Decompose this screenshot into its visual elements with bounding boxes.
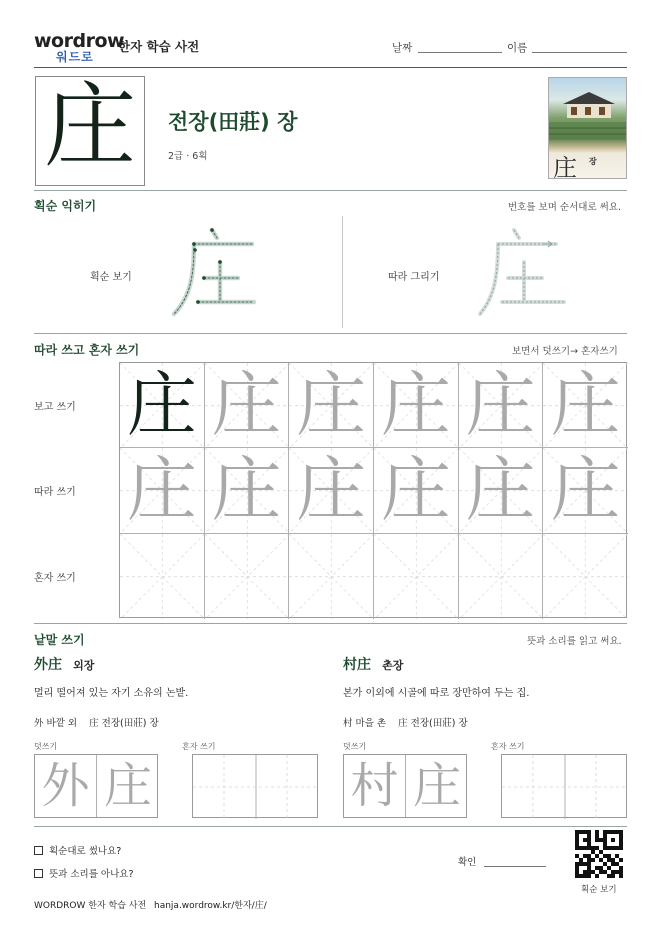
word-trace-box[interactable]: [343, 754, 467, 818]
confirm-label: 확인: [458, 857, 477, 868]
practice-cell[interactable]: [205, 363, 290, 448]
word-definition: 멀리 떨어져 있는 자기 소유의 논밭.: [34, 688, 189, 699]
checklist-label: 획순대로 썼나요?: [49, 846, 122, 857]
qr-caption: 획순 보기: [581, 885, 617, 895]
divider: [34, 623, 627, 624]
practice-section-title: 따라 쓰고 혼자 쓰기: [34, 343, 140, 357]
practice-character: [459, 534, 543, 619]
hero-character: 庄: [43, 73, 136, 180]
practice-character: 庄: [550, 449, 621, 532]
practice-cell[interactable]: [543, 363, 628, 448]
stroke-section-title: 획순 익히기: [34, 199, 97, 213]
trace-label: 덧쓰기: [34, 742, 58, 751]
row-label-view: 보고 쓰기: [34, 402, 76, 413]
name-field[interactable]: [532, 52, 627, 53]
trace-character: 村: [350, 758, 399, 814]
divider: [34, 333, 627, 334]
row-label-trace: 따라 쓰기: [34, 487, 76, 498]
word-heading-2: [343, 654, 403, 674]
row-label-alone: 혼자 쓰기: [34, 573, 76, 584]
checklist-item-1[interactable]: [34, 843, 121, 857]
practice-cell[interactable]: [543, 448, 628, 533]
practice-cell[interactable]: [120, 363, 205, 448]
word-breakdown: 外 바깥 외 庄 전장(田莊) 장: [34, 718, 159, 729]
word-trace-cell[interactable]: [35, 755, 97, 817]
practice-character: 庄: [126, 449, 197, 532]
practice-section-note: 보면서 덧쓰기→ 혼자쓰기: [512, 346, 618, 357]
practice-character: 庄: [380, 449, 451, 532]
practice-cell[interactable]: [120, 448, 205, 533]
practice-character: 庄: [380, 364, 451, 446]
word-alone-box[interactable]: [501, 754, 627, 818]
footer-brand: WORDROW 한자 학습 사전: [34, 901, 147, 911]
word-alone-box[interactable]: [192, 754, 318, 818]
checklist-item-2[interactable]: [34, 866, 134, 880]
word-trace-cell[interactable]: [344, 755, 406, 817]
footer-url-link[interactable]: hanja.wordrow.kr/한자/庄/: [154, 901, 267, 911]
date-field[interactable]: [418, 52, 502, 53]
trace-label: 덧쓰기: [343, 742, 367, 751]
logo: wordrow: [34, 30, 125, 52]
practice-character: 庄: [465, 449, 536, 532]
checkbox[interactable]: [34, 846, 43, 855]
practice-character: 庄: [465, 364, 536, 446]
word-breakdown: 村 마을 촌 庄 전장(田莊) 장: [343, 718, 468, 729]
practice-character: 庄: [126, 364, 197, 446]
word-reading: 외장: [73, 659, 95, 672]
logo-subtitle: 워드로: [56, 50, 94, 64]
page-title: 전장(田莊) 장: [168, 110, 298, 134]
checklist-label: 뜻과 소리를 아나요?: [49, 869, 134, 880]
guide-lines: [193, 755, 319, 819]
practice-character: 庄: [211, 364, 282, 446]
practice-cell[interactable]: [374, 448, 459, 533]
word-trace-cell[interactable]: [97, 755, 159, 817]
stroke-order-diagram: [164, 222, 264, 322]
practice-character: [289, 534, 373, 619]
alone-label: 혼자 쓰기: [182, 742, 216, 751]
stroke-view-label: 획순 보기: [90, 272, 132, 283]
practice-character: 庄: [550, 364, 621, 446]
practice-character: 庄: [296, 364, 367, 446]
thumbnail-character: 庄: [553, 154, 577, 179]
practice-character: 庄: [211, 449, 282, 532]
word-definition: 본가 이외에 시골에 따로 장만하여 두는 집.: [343, 688, 530, 699]
date-label: 날짜: [392, 42, 413, 54]
trace-character: 庄: [103, 758, 152, 814]
guide-lines: [502, 755, 628, 819]
divider: [34, 826, 627, 827]
practice-cell[interactable]: [459, 448, 544, 533]
practice-character: [120, 534, 204, 619]
practice-cell[interactable]: [120, 534, 205, 619]
word-hanja: 外庄: [34, 657, 62, 673]
word-trace-box[interactable]: [34, 754, 158, 818]
practice-cell[interactable]: [543, 534, 628, 619]
practice-cell[interactable]: [205, 448, 290, 533]
practice-character: 庄: [296, 449, 367, 532]
practice-grid: [119, 362, 627, 618]
practice-cell[interactable]: [289, 534, 374, 619]
word-trace-cell[interactable]: [406, 755, 468, 817]
stroke-trace-area[interactable]: [476, 222, 576, 322]
practice-cell[interactable]: [374, 363, 459, 448]
stroke-trace-label: 따라 그리기: [388, 272, 440, 283]
practice-character: [205, 534, 289, 619]
practice-cell[interactable]: [289, 448, 374, 533]
alone-label: 혼자 쓰기: [491, 742, 525, 751]
word-hanja: 村庄: [343, 657, 371, 673]
grade-strokes: 2급 · 6획: [168, 151, 208, 162]
divider: [34, 190, 627, 191]
qr-code-icon[interactable]: [575, 830, 623, 878]
practice-cell[interactable]: [374, 534, 459, 619]
stroke-section-note: 번호를 보며 순서대로 써요.: [508, 202, 622, 213]
trace-character: 外: [41, 758, 90, 814]
confirm-signature-field[interactable]: [484, 866, 546, 867]
practice-cell[interactable]: [459, 363, 544, 448]
header-divider: [34, 67, 627, 68]
word-reading: 촌장: [382, 659, 404, 672]
word-section-note: 뜻과 소리를 읽고 써요.: [527, 636, 622, 647]
trace-character: 庄: [412, 758, 461, 814]
practice-cell[interactable]: [459, 534, 544, 619]
app-title: 한자 학습 사전: [118, 39, 200, 54]
illustration-thumbnail: [548, 77, 627, 179]
practice-character: [374, 534, 458, 619]
name-label: 이름: [507, 42, 528, 54]
checkbox[interactable]: [34, 869, 43, 878]
thumbnail-reading: 장: [589, 157, 597, 166]
practice-cell[interactable]: [289, 363, 374, 448]
practice-character: [543, 534, 628, 619]
word-section-title: 낱말 쓰기: [34, 633, 85, 647]
practice-cell[interactable]: [205, 534, 290, 619]
word-heading-1: [34, 654, 94, 674]
stroke-divider: [342, 216, 343, 328]
